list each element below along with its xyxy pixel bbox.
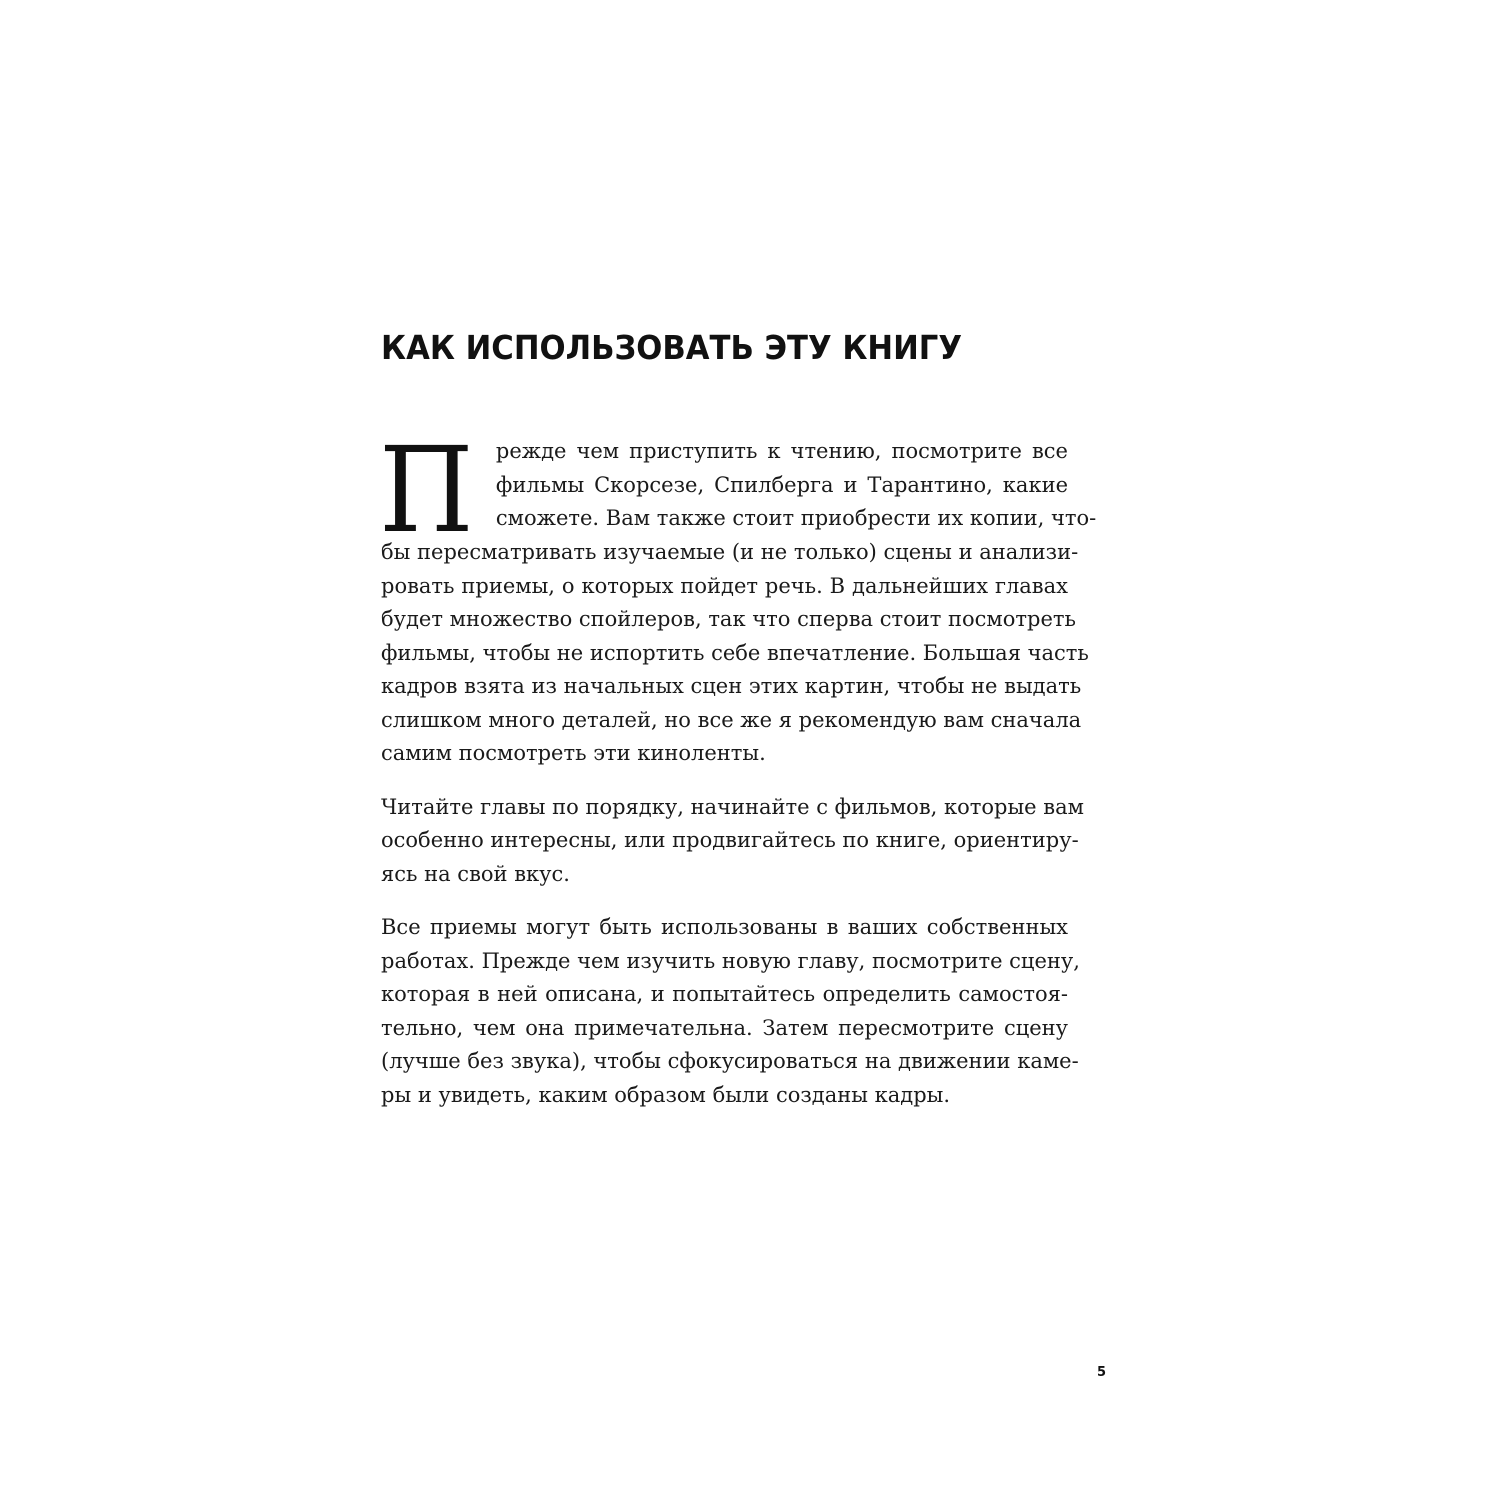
paragraph-3 <box>381 911 1080 1112</box>
text-line: Все приемы могут быть использованы в ваших собственных <box>381 915 1068 939</box>
text-line: бы пересматривать изучаемые (и не только) сцены и анализи- <box>381 540 1079 564</box>
text-line: слишком много деталей, но все же я рекомендую вам сначала <box>381 707 1082 732</box>
text-line: кадров взята из начальных сцен этих картин, чтобы не выдать <box>381 674 1082 698</box>
page-number: 5 <box>1097 1365 1107 1380</box>
text-line: сможете. Вам также стоит приобрести их копии, что- <box>495 506 1097 530</box>
text-line: (лучше без звука), чтобы сфокусироваться на движении каме- <box>381 1049 1079 1073</box>
text-line: будет множество спойлеров, так что сперва стоит посмотреть <box>381 607 1076 631</box>
text-line: самим посмотреть эти киноленты. <box>381 741 766 765</box>
text-line: ровать приемы, о которых пойдет речь. В дальнейших главах <box>381 573 1068 598</box>
text-line: работах. Прежде чем изучить новую главу, посмотрите сцену, <box>381 948 1080 973</box>
text-line: фильмы, чтобы не испортить себе впечатление. Большая часть <box>381 640 1089 665</box>
body-text <box>379 421 1097 1132</box>
text-line: особенно интересны, или продвигайтесь по книге, ориентиру- <box>381 828 1079 852</box>
chapter-title: КАК ИСПОЛЬЗОВАТЬ ЭТУ КНИГУ <box>381 328 963 367</box>
text-line: которая в ней описана, и попытайтесь определить самостоя- <box>381 982 1068 1006</box>
text-line: ры и увидеть, каким образом были созданы кадры. <box>381 1082 951 1107</box>
paragraph-2 <box>381 791 1084 892</box>
text-line: ясь на свой вкус. <box>381 861 570 886</box>
drop-cap: П <box>379 421 474 559</box>
paragraph-1 <box>379 421 1097 771</box>
text-line: Читайте главы по порядку, начинайте с фильмов, которые вам <box>381 794 1084 819</box>
text-line: режде чем приступить к чтению, посмотрите все <box>495 439 1068 463</box>
text-line: тельно, чем она примечательна. Затем пересмотрите сцену <box>381 1015 1068 1040</box>
text-line: фильмы Скорсезе, Спилберга и Тарантино, какие <box>495 472 1068 497</box>
